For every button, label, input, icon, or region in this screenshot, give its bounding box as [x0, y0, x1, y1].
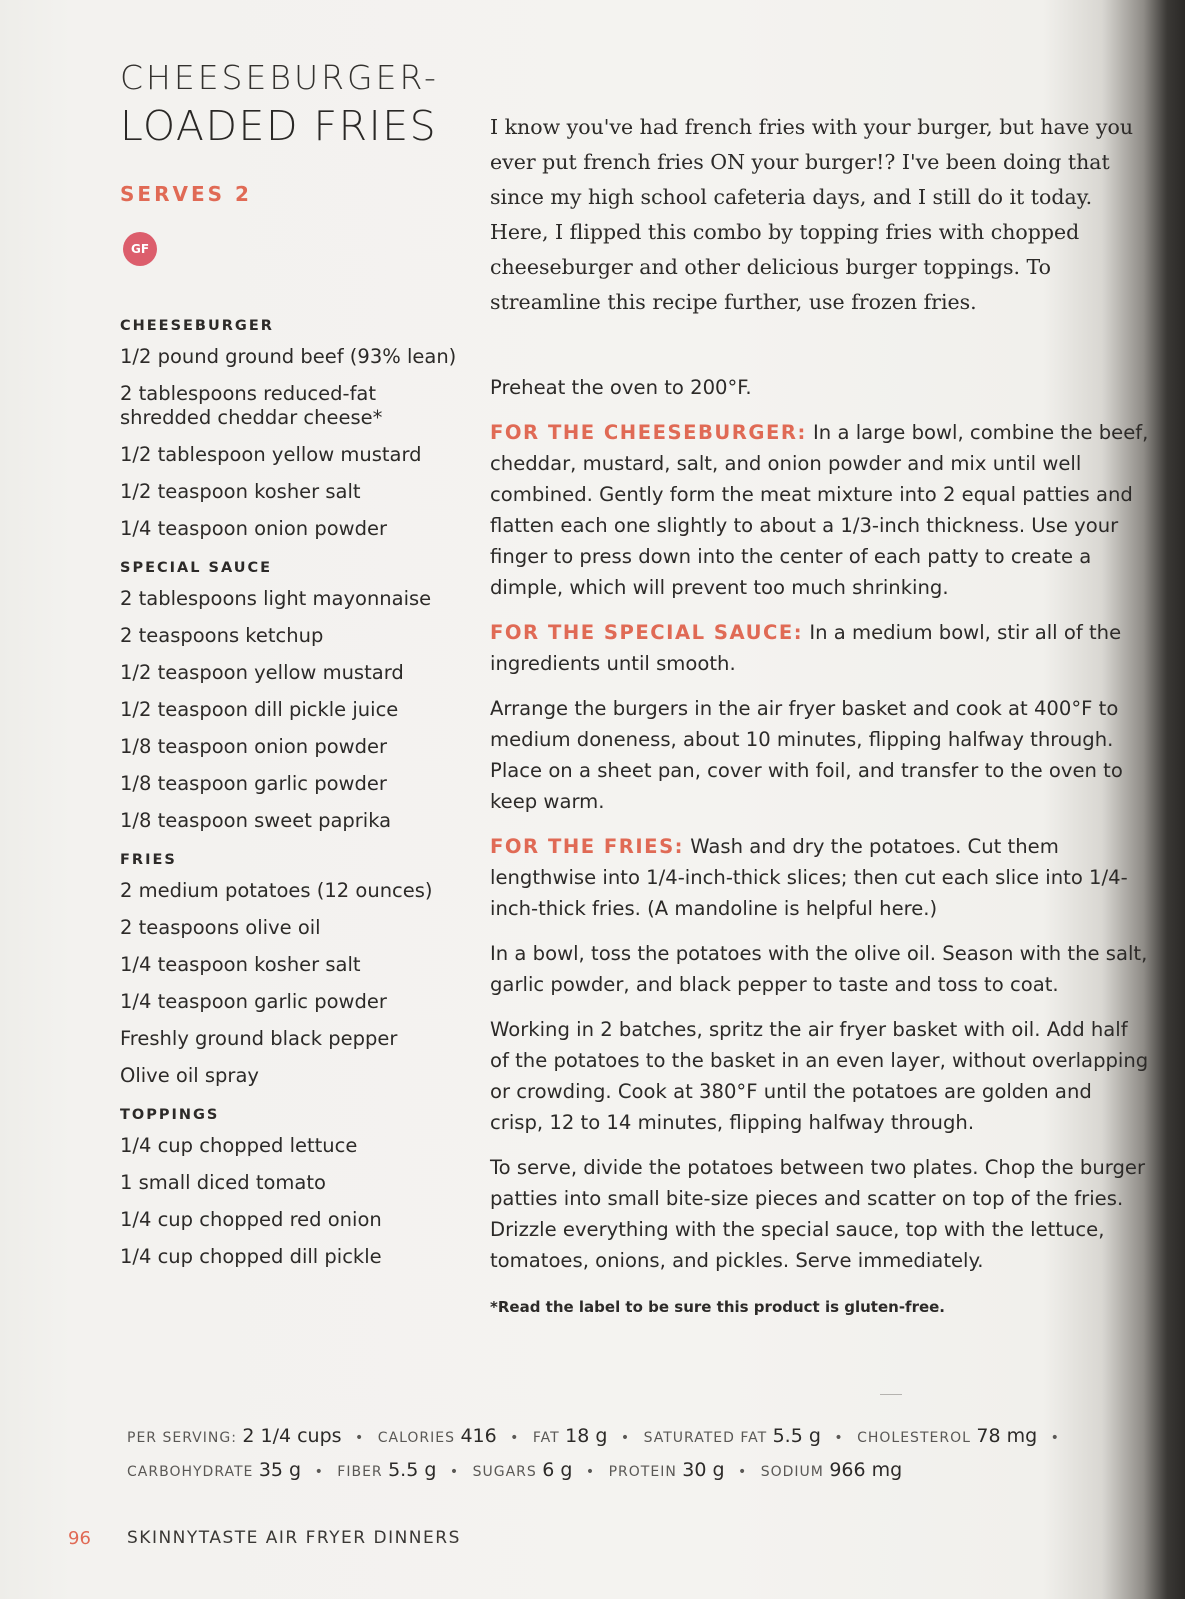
ingredient-item: 2 tablespoons light mayonnaise	[120, 587, 432, 610]
nutrition-value: 416	[460, 1425, 497, 1447]
ingredient-list	[120, 345, 460, 541]
direction-paragraph	[490, 831, 1150, 924]
serves-label: SERVES 2	[120, 182, 252, 206]
ingredient-section	[120, 852, 460, 1088]
ingredient-item: Freshly ground black pepper	[120, 1027, 398, 1050]
ingredient-item: 2 tablespoons reduced-fat shredded cheddar cheese*	[120, 382, 383, 429]
ingredient-item: 1/8 teaspoon onion powder	[120, 735, 387, 758]
nutrition-info	[127, 1420, 1087, 1488]
ingredient-item: 1/2 tablespoon yellow mustard	[120, 443, 422, 466]
nutrition-label: SUGARS	[472, 1464, 537, 1480]
ingredient-item: 1/2 teaspoon kosher salt	[120, 480, 361, 503]
nutrition-line-2	[127, 1454, 1087, 1488]
ingredient-section-heading: SPECIAL SAUCE	[120, 560, 273, 576]
direction-paragraph	[490, 938, 1150, 1000]
divider	[880, 1394, 902, 1395]
direction-step-heading: FOR THE FRIES:	[490, 835, 685, 858]
bullet-separator: •	[834, 1430, 844, 1446]
bullet-separator: •	[1050, 1430, 1060, 1446]
nutrition-value: 5.5 g	[772, 1425, 821, 1447]
nutrition-value: 966 mg	[829, 1459, 903, 1481]
ingredient-item: 1/4 teaspoon garlic powder	[120, 990, 387, 1013]
bullet-separator: •	[449, 1464, 460, 1480]
direction-text: Arrange the burgers in the air fryer basket and cook at 400°F to medium doneness, about 10 minutes, flipping halfway through. Place on a sheet pan, cover with foil, and transfer to the oven to keep warm.	[490, 697, 1123, 813]
ingredient-item: 2 teaspoons olive oil	[120, 916, 321, 939]
directions-column	[490, 372, 1150, 1316]
direction-text: To serve, divide the potatoes between two plates. Chop the burger patties into small bite-size pieces and scatter on top of the fries. Drizzle everything with the special sauce, top with the lettuce, tomatoes, onions, and pickles. Serve immediately.	[490, 1156, 1146, 1272]
direction-paragraph	[490, 1152, 1150, 1276]
ingredient-item: 1 small diced tomato	[120, 1171, 326, 1194]
nutrition-value: 5.5 g	[388, 1459, 437, 1481]
bullet-separator: •	[314, 1464, 324, 1480]
direction-paragraph	[490, 693, 1150, 817]
ingredient-item: Olive oil spray	[120, 1064, 259, 1087]
direction-text: Working in 2 batches, spritz the air fryer basket with oil. Add half of the potatoes to the basket in an even layer, without overlapping or crowding. Cook at 380°F until the potatoes are golden and crisp, 12 to 14 minutes, flipping halfway through.	[490, 1018, 1149, 1134]
nutrition-label: CARBOHYDRATE	[127, 1464, 254, 1480]
nutrition-label: CALORIES	[377, 1430, 455, 1446]
gluten-free-badge-icon: GF	[123, 232, 157, 266]
ingredient-section	[120, 560, 460, 833]
nutrition-label: FIBER	[337, 1464, 383, 1480]
ingredient-item: 1/4 teaspoon kosher salt	[120, 953, 361, 976]
ingredient-item: 1/4 teaspoon onion powder	[120, 517, 387, 540]
ingredient-item: 2 teaspoons ketchup	[120, 624, 324, 647]
recipe-title-line1: CHEESEBURGER-	[120, 58, 439, 97]
recipe-intro: I know you've had french fries with your burger, but have you ever put french fries ON your burger!? I've been doing that since my high school cafeteria days, and I still do it today. Here, I flipped this combo by topping fries with chopped cheeseburger and other delicious burger toppings. To streamline this recipe further, use frozen fries.	[490, 115, 1134, 314]
direction-step-heading: FOR THE CHEESEBURGER:	[490, 421, 807, 444]
ingredient-list	[120, 1134, 460, 1269]
bullet-separator: •	[738, 1464, 748, 1480]
ingredient-section-heading: FRIES	[120, 852, 177, 868]
direction-text: Wash and dry the potatoes. Cut them lengthwise into 1/4-inch-thick slices; then cut each slice into 1/4-inch-thick fries. (A mandoline is helpful here.)	[490, 835, 1128, 920]
bullet-separator: •	[355, 1430, 365, 1446]
nutrition-label: SODIUM	[760, 1464, 824, 1480]
direction-text: Preheat the oven to 200°F.	[490, 376, 752, 399]
page-number: 96	[68, 1528, 91, 1549]
ingredient-item: 1/4 cup chopped lettuce	[120, 1134, 358, 1157]
ingredient-section-heading: TOPPINGS	[120, 1107, 220, 1123]
ingredient-item: 1/2 pound ground beef (93% lean)	[120, 345, 457, 368]
direction-text: In a medium bowl, stir all of the ingredients until smooth.	[490, 621, 1122, 675]
direction-text: In a bowl, toss the potatoes with the olive oil. Season with the salt, garlic powder, and black pepper to taste and toss to coat.	[490, 942, 1148, 996]
direction-paragraph	[490, 1014, 1150, 1138]
ingredient-item: 1/4 cup chopped dill pickle	[120, 1245, 382, 1268]
nutrition-value: 78 mg	[976, 1425, 1038, 1447]
ingredient-list	[120, 879, 460, 1088]
ingredient-section-heading: CHEESEBURGER	[120, 318, 274, 334]
direction-paragraph	[490, 617, 1150, 679]
ingredient-item: 1/8 teaspoon garlic powder	[120, 772, 387, 795]
recipe-title-line2: LOADED FRIES	[120, 102, 438, 150]
bullet-separator: •	[620, 1430, 631, 1446]
ingredient-item: 1/4 cup chopped red onion	[120, 1208, 382, 1231]
nutrition-label: FAT	[532, 1430, 560, 1446]
nutrition-label: PROTEIN	[608, 1464, 677, 1480]
nutrition-value: 30 g	[682, 1459, 725, 1481]
ingredient-section	[120, 1107, 460, 1269]
direction-paragraph	[490, 417, 1150, 603]
bullet-separator: •	[585, 1464, 596, 1480]
ingredient-item: 2 medium potatoes (12 ounces)	[120, 879, 433, 902]
nutrition-value: 6 g	[542, 1459, 573, 1481]
nutrition-line-1	[127, 1420, 1087, 1454]
nutrition-label: PER SERVING:	[127, 1430, 237, 1446]
ingredient-list	[120, 587, 460, 833]
nutrition-value: 18 g	[565, 1425, 608, 1447]
ingredient-section	[120, 318, 460, 541]
direction-paragraph	[490, 372, 1150, 403]
direction-text: In a large bowl, combine the beef, cheddar, mustard, salt, and onion powder and mix until well combined. Gently form the meat mixture into 2 equal patties and flatten each one slightly to about a 1/3-inch thickness. Use your finger to press down into the center of each patty to create a dimple, which will prevent too much shrinking.	[490, 421, 1149, 599]
nutrition-label: SATURATED FAT	[643, 1430, 768, 1446]
bullet-separator: •	[510, 1430, 520, 1446]
nutrition-label: CHOLESTEROL	[857, 1430, 971, 1446]
ingredient-item: 1/2 teaspoon yellow mustard	[120, 661, 404, 684]
ingredient-item: 1/8 teaspoon sweet paprika	[120, 809, 392, 832]
book-title: SKINNYTASTE AIR FRYER DINNERS	[127, 1528, 461, 1548]
nutrition-value: 35 g	[258, 1459, 302, 1481]
direction-step-heading: FOR THE SPECIAL SAUCE:	[490, 621, 804, 644]
ingredients-column	[120, 318, 460, 1288]
ingredient-item: 1/2 teaspoon dill pickle juice	[120, 698, 399, 721]
nutrition-value: 2 1/4 cups	[242, 1425, 342, 1447]
footnote: *Read the label to be sure this product is gluten-free.	[490, 1298, 946, 1316]
